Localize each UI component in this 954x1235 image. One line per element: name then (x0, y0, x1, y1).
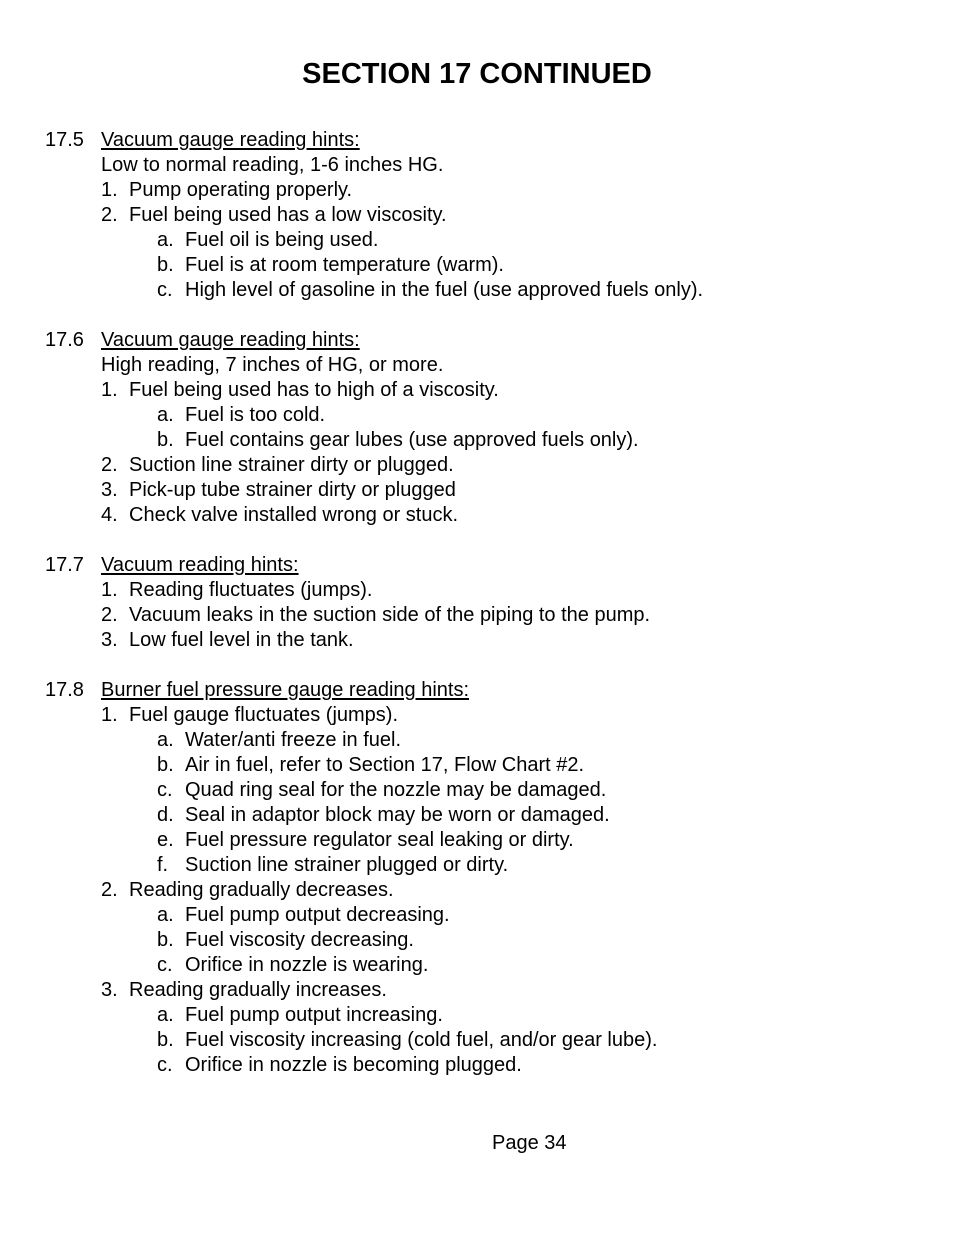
sub-item: Fuel viscosity increasing (cold fuel, and/or gear lube). (185, 1029, 658, 1051)
sub-item-marker: a. (157, 729, 174, 751)
list-item: Vacuum leaks in the suction side of the piping to the pump. (129, 604, 651, 626)
list-item: Pump operating properly. (129, 179, 353, 201)
sub-item-marker: c. (157, 954, 173, 976)
page-number: Page 34 (492, 1132, 567, 1154)
sub-item-marker: c. (157, 1054, 173, 1076)
list-item-marker: 1. (101, 579, 118, 601)
section-heading: Burner fuel pressure gauge reading hints: (101, 679, 470, 701)
sub-item-marker: b. (157, 754, 174, 776)
section-number: 17.6 (45, 329, 84, 351)
sub-item-marker: d. (157, 804, 174, 826)
section-intro: High reading, 7 inches of HG, or more. (101, 354, 444, 376)
sub-item: Fuel pump output decreasing. (185, 904, 450, 926)
sub-item: Seal in adaptor block may be worn or damaged. (185, 804, 610, 826)
page-title: SECTION 17 CONTINUED (302, 58, 652, 90)
section-intro: Low to normal reading, 1-6 inches HG. (101, 154, 444, 176)
list-item: Fuel being used has to high of a viscosity. (129, 379, 499, 401)
list-item: Fuel gauge fluctuates (jumps). (129, 704, 399, 726)
list-item: Check valve installed wrong or stuck. (129, 504, 459, 526)
sub-item: Fuel oil is being used. (185, 229, 379, 251)
sub-item-marker: b. (157, 929, 174, 951)
list-item-marker: 3. (101, 629, 118, 651)
section-number: 17.5 (45, 129, 84, 151)
list-item: Fuel being used has a low viscosity. (129, 204, 447, 226)
section-number: 17.8 (45, 679, 84, 701)
sub-item: Fuel contains gear lubes (use approved fuels only). (185, 429, 639, 451)
sub-item: Fuel is too cold. (185, 404, 326, 426)
list-item-marker: 3. (101, 479, 118, 501)
list-item-marker: 2. (101, 604, 118, 626)
sub-item-marker: b. (157, 254, 174, 276)
sub-item-marker: b. (157, 429, 174, 451)
sub-item-marker: a. (157, 229, 174, 251)
list-item-marker: 2. (101, 454, 118, 476)
sub-item-marker: e. (157, 829, 174, 851)
sub-item: Fuel viscosity decreasing. (185, 929, 414, 951)
sub-item: Suction line strainer plugged or dirty. (185, 854, 509, 876)
sub-item: Water/anti freeze in fuel. (185, 729, 402, 751)
sub-item-marker: a. (157, 1004, 174, 1026)
sub-item: High level of gasoline in the fuel (use approved fuels only). (185, 279, 704, 301)
sub-item: Orifice in nozzle is wearing. (185, 954, 429, 976)
list-item-marker: 1. (101, 179, 118, 201)
list-item: Suction line strainer dirty or plugged. (129, 454, 454, 476)
section-number: 17.7 (45, 554, 84, 576)
section-heading: Vacuum gauge reading hints: (101, 129, 360, 151)
list-item-marker: 1. (101, 704, 118, 726)
list-item-marker: 2. (101, 204, 118, 226)
sub-item: Fuel pump output increasing. (185, 1004, 443, 1026)
sub-item-marker: b. (157, 1029, 174, 1051)
list-item-marker: 4. (101, 504, 118, 526)
sub-item-marker: a. (157, 904, 174, 926)
section-heading: Vacuum reading hints: (101, 554, 299, 576)
sub-item: Orifice in nozzle is becoming plugged. (185, 1054, 522, 1076)
list-item: Reading gradually decreases. (129, 879, 394, 901)
sub-item: Air in fuel, refer to Section 17, Flow Chart #2. (185, 754, 585, 776)
sub-item: Fuel is at room temperature (warm). (185, 254, 504, 276)
sub-item-marker: f. (157, 854, 169, 876)
list-item: Low fuel level in the tank. (129, 629, 354, 651)
list-item: Pick-up tube strainer dirty or plugged (129, 479, 456, 501)
sub-item: Fuel pressure regulator seal leaking or dirty. (185, 829, 574, 851)
list-item-marker: 3. (101, 979, 118, 1001)
sub-item-marker: a. (157, 404, 174, 426)
section-heading: Vacuum gauge reading hints: (101, 329, 360, 351)
sub-item-marker: c. (157, 279, 173, 301)
list-item-marker: 2. (101, 879, 118, 901)
sub-item-marker: c. (157, 779, 173, 801)
sub-item: Quad ring seal for the nozzle may be damaged. (185, 779, 607, 801)
list-item-marker: 1. (101, 379, 118, 401)
list-item: Reading gradually increases. (129, 979, 387, 1001)
list-item: Reading fluctuates (jumps). (129, 579, 373, 601)
